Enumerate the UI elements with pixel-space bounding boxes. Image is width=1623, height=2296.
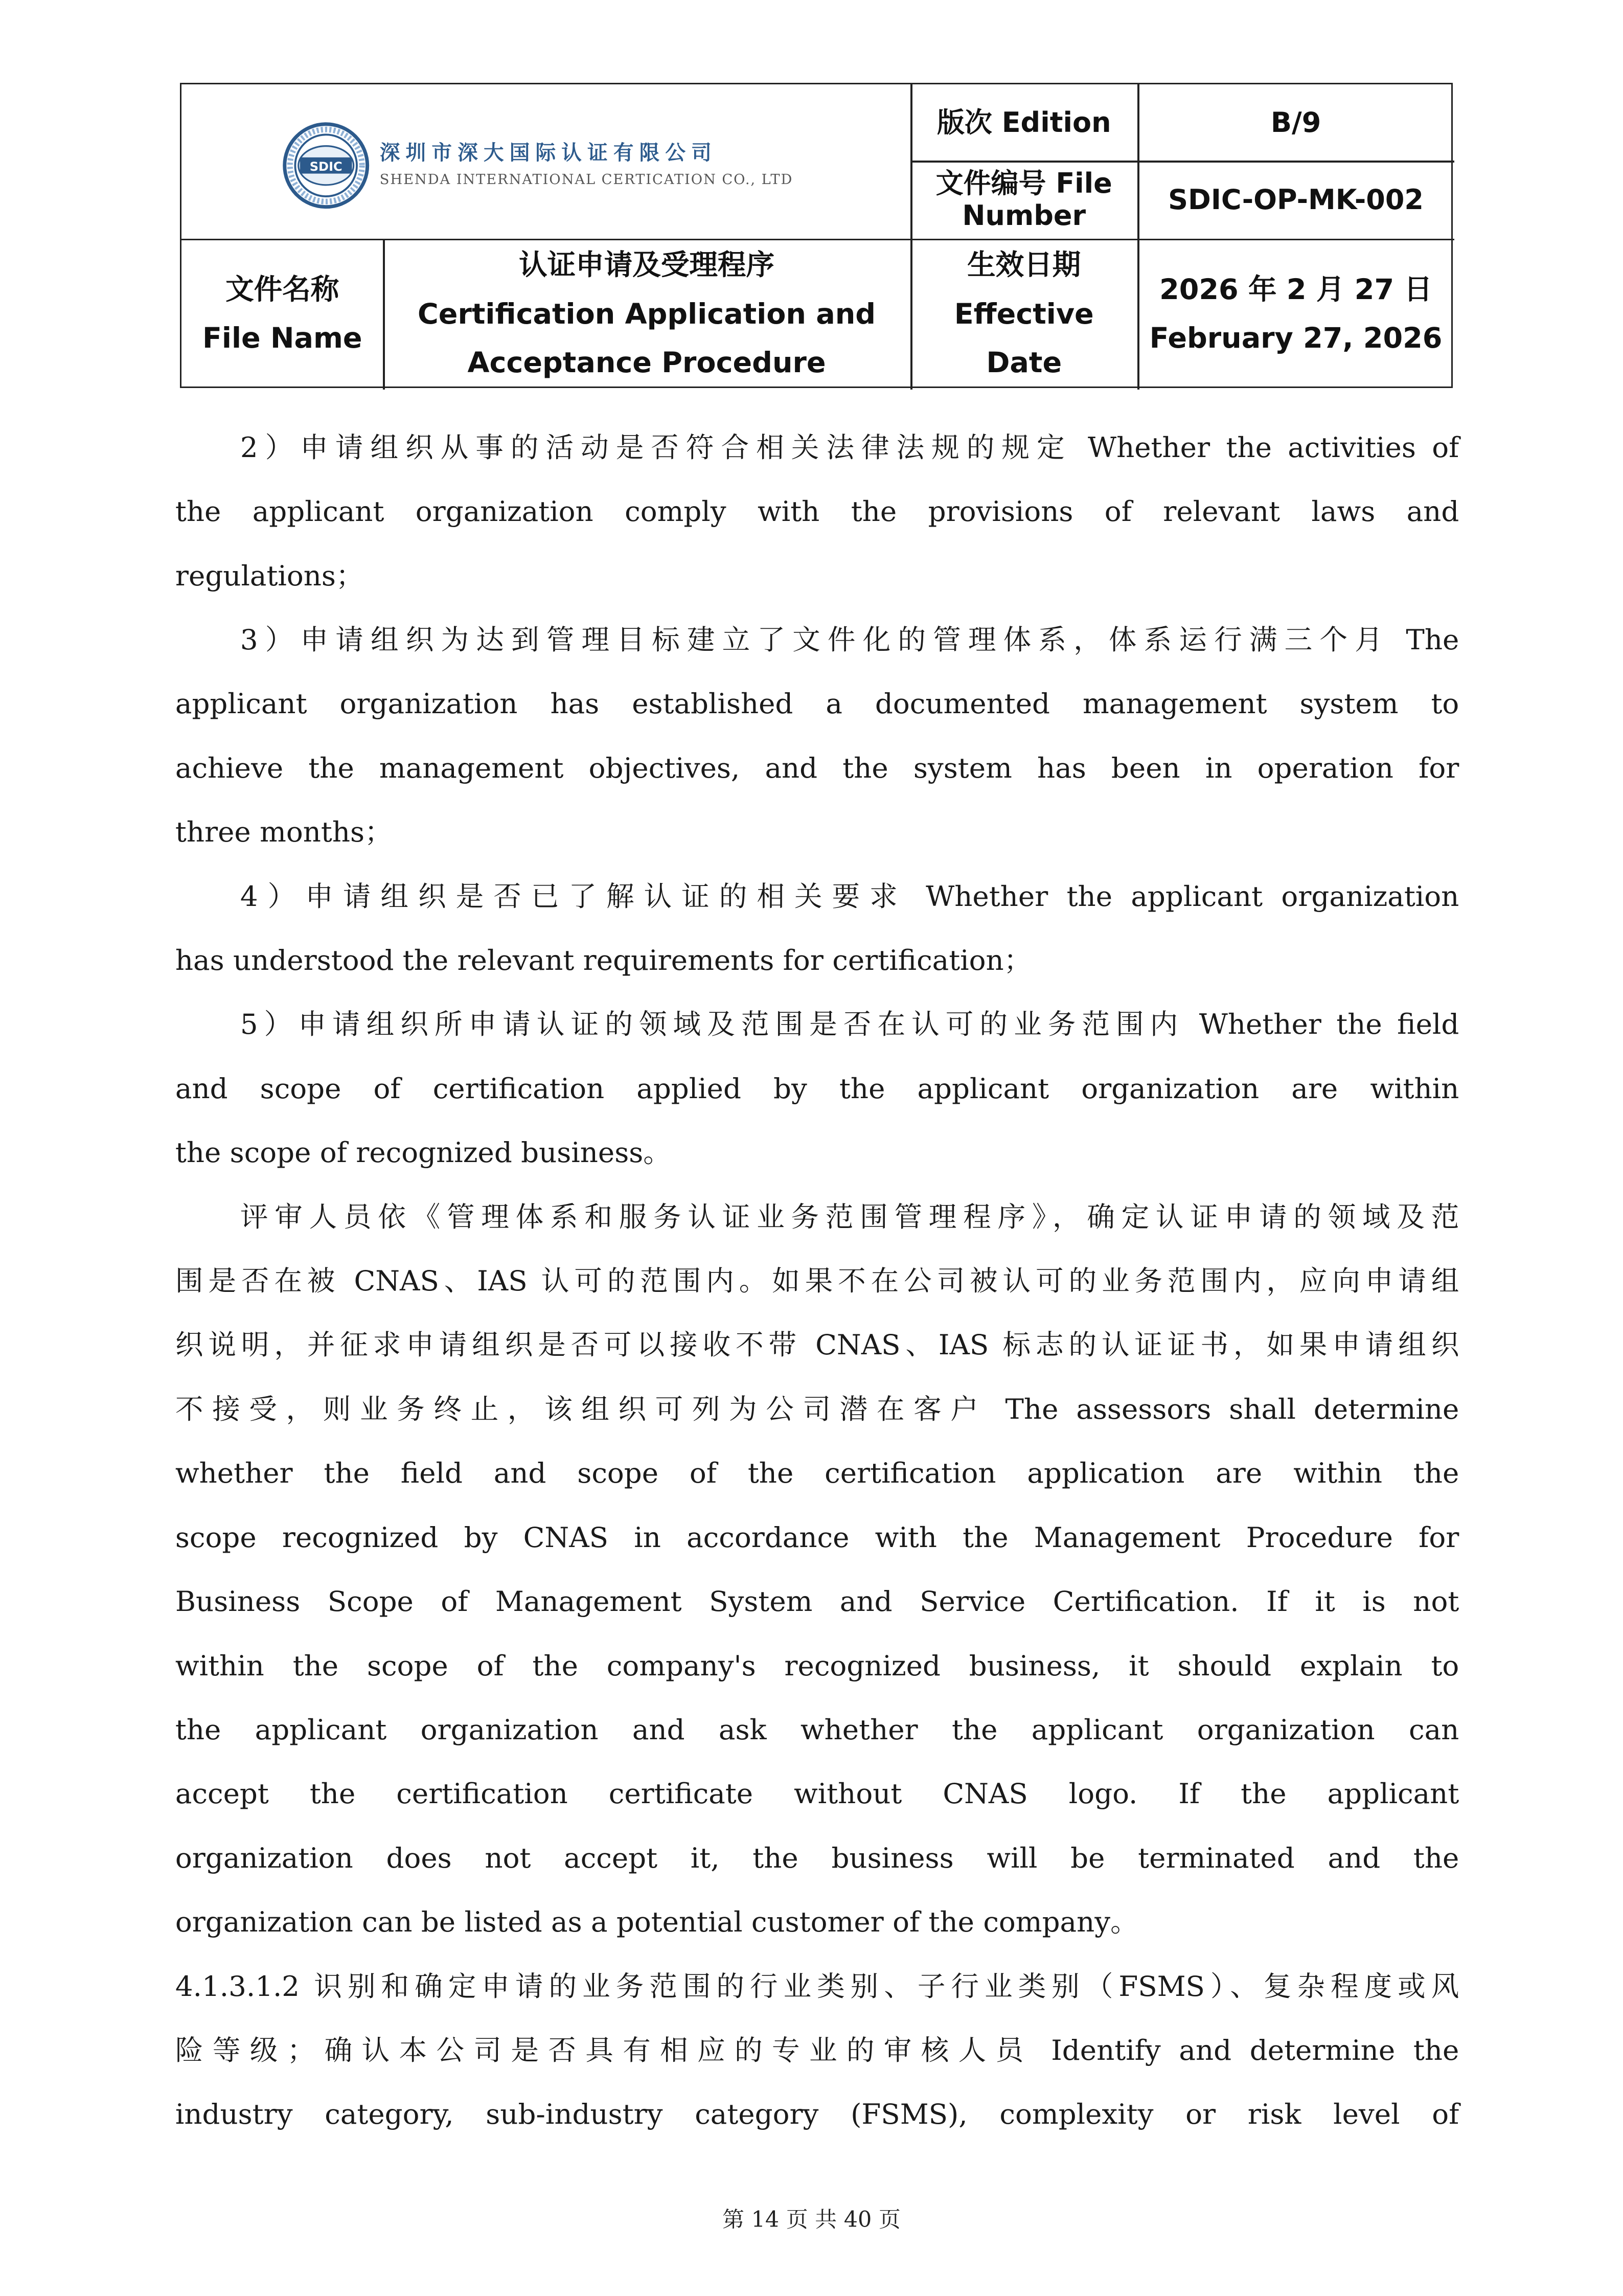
- document-body: [175, 416, 1459, 2147]
- file-name-value: [383, 239, 910, 390]
- body-line: Business Scope of Management System and Service Certification. If it is not: [175, 1585, 1459, 1618]
- company-name-en: SHENDA INTERNATIONAL CERTICATION CO., LTD: [379, 172, 793, 188]
- body-line: 织说明，并征求申请组织是否可以接收不带 CNAS、IAS 标志的认证证书，如果申请组织: [175, 1328, 1459, 1361]
- effective-date-value: [1137, 239, 1454, 390]
- page-number: 第 14 页 共 40 页: [722, 2207, 901, 2233]
- edition-label: 版次 Edition: [936, 106, 1111, 139]
- file-number-label: [910, 161, 1138, 238]
- effective-date-cn: 2026 年 2 月 27 日: [1159, 272, 1432, 306]
- file-name-en-line2: Acceptance Procedure: [467, 346, 826, 379]
- body-line: achieve the management objectives, and the system has been in operation for: [175, 751, 1459, 784]
- body-line: industry category, sub-industry category (FSMS), complexity or risk level of: [175, 2098, 1459, 2131]
- body-line: scope recognized by CNAS in accordance with the Management Procedure for: [175, 1520, 1459, 1554]
- body-line: regulations；: [175, 559, 364, 592]
- file-number-label-cn: 文件编号 File: [935, 167, 1112, 199]
- effective-label-cn: 生效日期: [967, 248, 1081, 282]
- document-header-table: [180, 83, 1452, 388]
- body-line: whether the field and scope of the certification application are within the: [175, 1457, 1459, 1490]
- body-line: the applicant organization and ask whether the applicant organization can: [175, 1713, 1459, 1746]
- file-number-label-en: Number: [962, 199, 1086, 232]
- body-line: 3）申请组织为达到管理目标建立了文件化的管理体系，体系运行满三个月 The: [240, 623, 1459, 656]
- company-name-cn: 深圳市深大国际认证有限公司: [379, 141, 717, 165]
- file-name-label-en: File Name: [202, 322, 362, 355]
- body-line: within the scope of the company's recognized business, it should explain to: [175, 1649, 1459, 1682]
- body-line: 险等级；确认本公司是否具有相应的专业的审核人员 Identify and determine the: [175, 2033, 1459, 2066]
- body-line: organization can be listed as a potential customer of the company。: [175, 1905, 1138, 1939]
- body-line: 5）申请组织所申请认证的领域及范围是否在认可的业务范围内 Whether the field: [240, 1008, 1459, 1041]
- body-line: 4.1.3.1.2 识别和确定申请的业务范围的行业类别、子行业类别（FSMS）、复杂程度或风: [175, 1969, 1459, 2003]
- body-line: the scope of recognized business。: [175, 1136, 671, 1169]
- effective-label-en-line1: Effective: [954, 297, 1094, 331]
- body-line: organization does not accept it, the business will be terminated and the: [175, 1841, 1459, 1874]
- body-line: 4）申请组织是否已了解认证的相关要求 Whether the applicant organization: [240, 879, 1459, 913]
- body-line: accept the certification certificate without CNAS logo. If the applicant: [175, 1777, 1459, 1810]
- body-line: the applicant organization comply with the provisions of relevant laws and: [175, 495, 1459, 528]
- body-line: three months；: [175, 815, 393, 849]
- file-name-label: [181, 239, 383, 390]
- effective-date-label: [910, 239, 1138, 390]
- edition-value: B/9: [1270, 106, 1321, 139]
- body-line: 2）申请组织从事的活动是否符合相关法律法规的规定 Whether the activities of: [240, 430, 1459, 464]
- body-line: and scope of certification applied by the applicant organization are within: [175, 1072, 1459, 1105]
- file-name-cn: 认证申请及受理程序: [519, 248, 774, 282]
- body-line: 不接受，则业务终止，该组织可列为公司潜在客户 The assessors shall determine: [175, 1392, 1459, 1425]
- logo-text: SDIC: [309, 159, 343, 174]
- body-line: has understood the relevant requirements for certification；: [175, 944, 1032, 977]
- body-line: applicant organization has established a documented management system to: [175, 687, 1459, 720]
- file-number-value: SDIC-OP-MK-002: [1168, 183, 1424, 216]
- company-logo-cell: [181, 84, 910, 239]
- file-name-en-line1: Certification Application and: [418, 297, 876, 331]
- company-seal-icon: [282, 122, 370, 209]
- file-name-label-cn: 文件名称: [225, 272, 339, 306]
- effective-date-en: February 27, 2026: [1149, 322, 1443, 355]
- body-line: 评审人员依《管理体系和服务认证业务范围管理程序》，确定认证申请的领域及范: [240, 1200, 1459, 1233]
- effective-label-en-line2: Date: [986, 346, 1062, 379]
- body-line: 围是否在被 CNAS、IAS 认可的范围内。如果不在公司被认可的业务范围内，应向申请组: [175, 1264, 1459, 1298]
